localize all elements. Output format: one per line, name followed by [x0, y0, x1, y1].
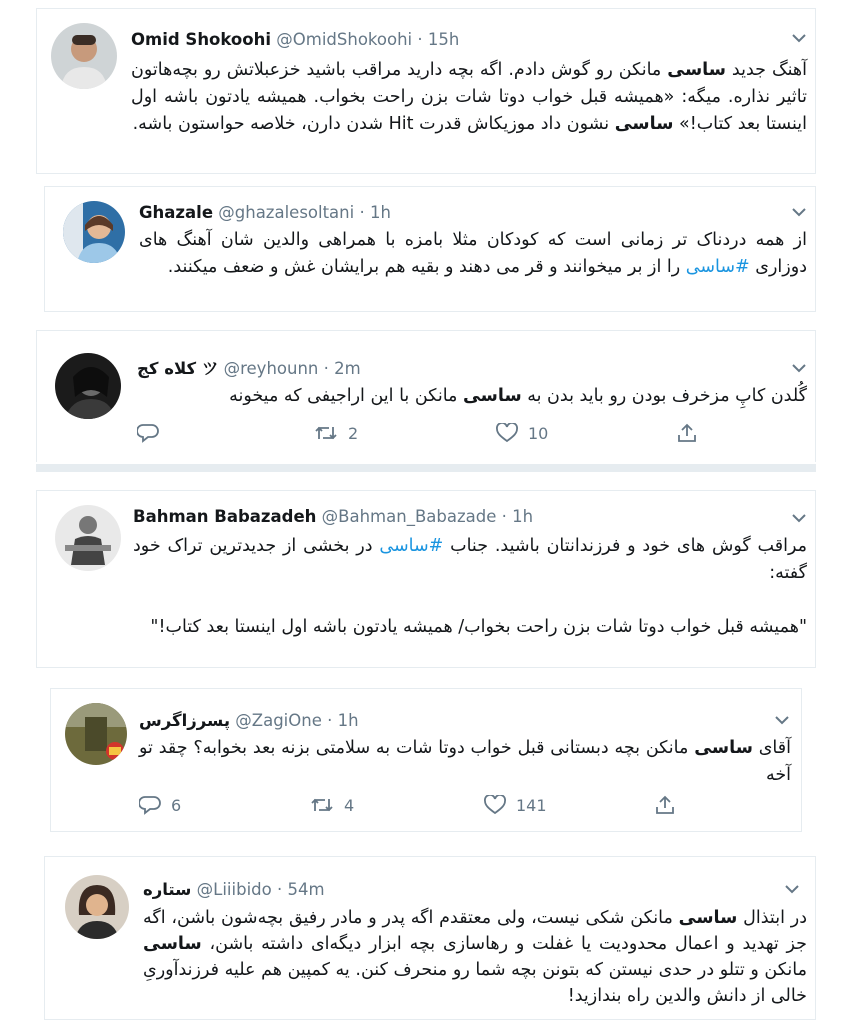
author-handle[interactable]: @Bahman_Babazade [321, 507, 497, 526]
tweet-header [137, 358, 361, 380]
tweet-text-segment: مانکن با این اراجیفی که میخونه [229, 386, 463, 406]
tweet-header [133, 506, 533, 528]
timeline-divider [36, 464, 816, 472]
tweet-text-segment: از همه دردناک تر زمانی است که کودکان مثلا بامزه با همراهی والدین شان آهنگ های دوزاری [139, 230, 807, 277]
chevron-down-icon[interactable] [790, 511, 808, 525]
share-button[interactable] [655, 795, 675, 815]
separator-dot: · [276, 880, 283, 899]
tweet-text-segment: مانکن و تتلو در حدی نیستن که بتونن بچه شما رو منحرف کنن. یه کمپین هم علیه فرزندآوریِ خالی از دانش والدین راه بندازید! [143, 960, 807, 1006]
timestamp[interactable]: 1h [369, 203, 391, 222]
tweet-text-segment: آقای [752, 738, 791, 758]
separator-dot: · [327, 711, 333, 730]
tweet-text-segment: مراقب گوش های خود و فرزندانتان باشید. جناب [443, 536, 807, 556]
tweet-text-segment: مانکن بچه دبستانی قبل خواب دوتا شات به سلامتی بزنه بعد بخوابه؟ چقد تو آخه [139, 738, 791, 785]
separator-dot: · [417, 30, 423, 49]
author-handle[interactable]: @ghazalesoltani [218, 203, 355, 222]
avatar[interactable] [51, 23, 117, 89]
separator-dot: · [359, 203, 365, 222]
tweet-header [139, 202, 391, 224]
highlighted-term: ساسی [694, 738, 753, 758]
share-button[interactable] [677, 423, 697, 443]
retweet-count: 4 [344, 795, 355, 815]
timestamp[interactable]: 1h [512, 507, 534, 526]
author-name[interactable]: پسرزاگرس [139, 711, 231, 730]
hashtag-link[interactable]: #ساسی [379, 536, 444, 556]
separator-dot: · [501, 507, 507, 526]
tweet-text-segment: را از بر میخوانند و قر می دهند و بقیه هم برایشان غش و ضعف میکنند. [167, 257, 686, 277]
reply-icon [139, 795, 161, 815]
tweet-text [139, 735, 791, 789]
author-handle[interactable]: @Liiibido [196, 880, 272, 899]
share-icon [677, 423, 697, 443]
author-name[interactable]: Ghazale [139, 203, 214, 222]
reply-button[interactable] [139, 795, 181, 815]
tweet-text [137, 383, 807, 410]
highlighted-term: ساسی [667, 60, 726, 80]
highlighted-term: ساسی [462, 386, 522, 406]
retweet-count: 2 [348, 423, 359, 443]
retweet-button[interactable] [310, 795, 354, 815]
highlighted-term: ساسی [678, 908, 738, 928]
tweet-text [131, 57, 807, 138]
tweet-text [133, 533, 807, 641]
tweet-text-segment: "همیشه قبل خواب دوتا شات بزن راحت بخواب/ همیشه یادتون باشه اول اینستا بعد کتاب!" [150, 617, 807, 637]
timestamp[interactable]: 54m [287, 880, 325, 899]
tweet-card[interactable] [44, 186, 816, 312]
reply-count: 6 [171, 795, 182, 815]
highlighted-term: ساسی [143, 934, 202, 954]
tweet-card[interactable] [36, 490, 816, 668]
tweet-text-segment: مانکن رو گوش دادم. اگه بچه دارید مراقب باشید خزعبلاتش رو بچه‌هاتون تاثیر نذاره. میگه: «همیشه قبل خواب دوتا شات بزن راحت بخواب. همیشه یادتون باشه اول اینستا بعد کتاب!» [131, 60, 807, 134]
tweet-text-segment: آهنگ جدید [725, 60, 807, 80]
tweet-text [139, 227, 807, 281]
like-button[interactable] [484, 795, 547, 815]
separator-dot: · [323, 359, 329, 378]
retweet-button[interactable] [314, 423, 358, 443]
tweet-text-segment: نشون داد موزیکاش قدرت Hit شدن دارن، خلاصه حواستون باشه. [132, 114, 615, 134]
chevron-down-icon[interactable] [790, 205, 808, 219]
tweet-header [143, 879, 325, 901]
tweet-text-segment: مانکن شکی نیست، ولی معتقدم اگه پدر و مادر رفیق بچه‌شون باشن، اگه جز تهدید و اعمال محدودیت یا غفلت و رهاسازی بچه ابزار دیگه‌ای داشته باشن، [143, 908, 807, 954]
tweet-header [139, 710, 359, 732]
like-count: 141 [516, 795, 547, 815]
tweet-card[interactable] [44, 856, 816, 1020]
share-icon [655, 795, 675, 815]
tweet-actions [37, 423, 815, 449]
hashtag-link[interactable]: #ساسی [685, 257, 750, 277]
reply-icon [137, 423, 159, 443]
avatar[interactable] [55, 353, 121, 419]
retweet-icon [314, 423, 338, 443]
avatar[interactable] [65, 703, 127, 765]
reply-button[interactable] [137, 423, 169, 443]
author-name[interactable]: Bahman Babazadeh [133, 507, 317, 526]
timestamp[interactable]: 2m [334, 359, 361, 378]
author-handle[interactable]: @OmidShokoohi [276, 30, 413, 49]
tweet-text-segment: در ابتذال [737, 908, 807, 928]
author-name[interactable]: کلاه کج ツ [137, 359, 219, 378]
tweet-text [143, 905, 807, 1009]
avatar[interactable] [65, 875, 129, 939]
tweet-text-segment: در بخشی از جدیدترین تراک خود گفته: [133, 536, 807, 583]
tweet-header [131, 29, 459, 51]
like-button[interactable] [496, 423, 548, 443]
tweet-card[interactable] [36, 8, 816, 174]
author-name[interactable]: ستاره [143, 880, 192, 899]
avatar[interactable] [63, 201, 125, 263]
timestamp[interactable]: 15h [427, 30, 460, 49]
author-name[interactable]: Omid Shokoohi [131, 30, 272, 49]
like-count: 10 [528, 423, 549, 443]
chevron-down-icon[interactable] [783, 882, 801, 896]
chevron-down-icon[interactable] [773, 713, 791, 727]
avatar[interactable] [55, 505, 121, 571]
tweet-card[interactable] [36, 330, 816, 462]
chevron-down-icon[interactable] [790, 361, 808, 375]
author-handle[interactable]: @ZagiOne [235, 711, 322, 730]
timestamp[interactable]: 1h [337, 711, 359, 730]
tweet-actions [51, 795, 801, 821]
highlighted-term: ساسی [614, 114, 674, 134]
tweet-text-segment: گُلدن کاپِ مزخرف بودن رو باید بدن به [521, 386, 807, 406]
like-icon [496, 423, 518, 443]
tweet-card[interactable] [50, 688, 802, 832]
retweet-icon [310, 795, 334, 815]
like-icon [484, 795, 506, 815]
chevron-down-icon[interactable] [790, 31, 808, 45]
author-handle[interactable]: @reyhounn [223, 359, 319, 378]
